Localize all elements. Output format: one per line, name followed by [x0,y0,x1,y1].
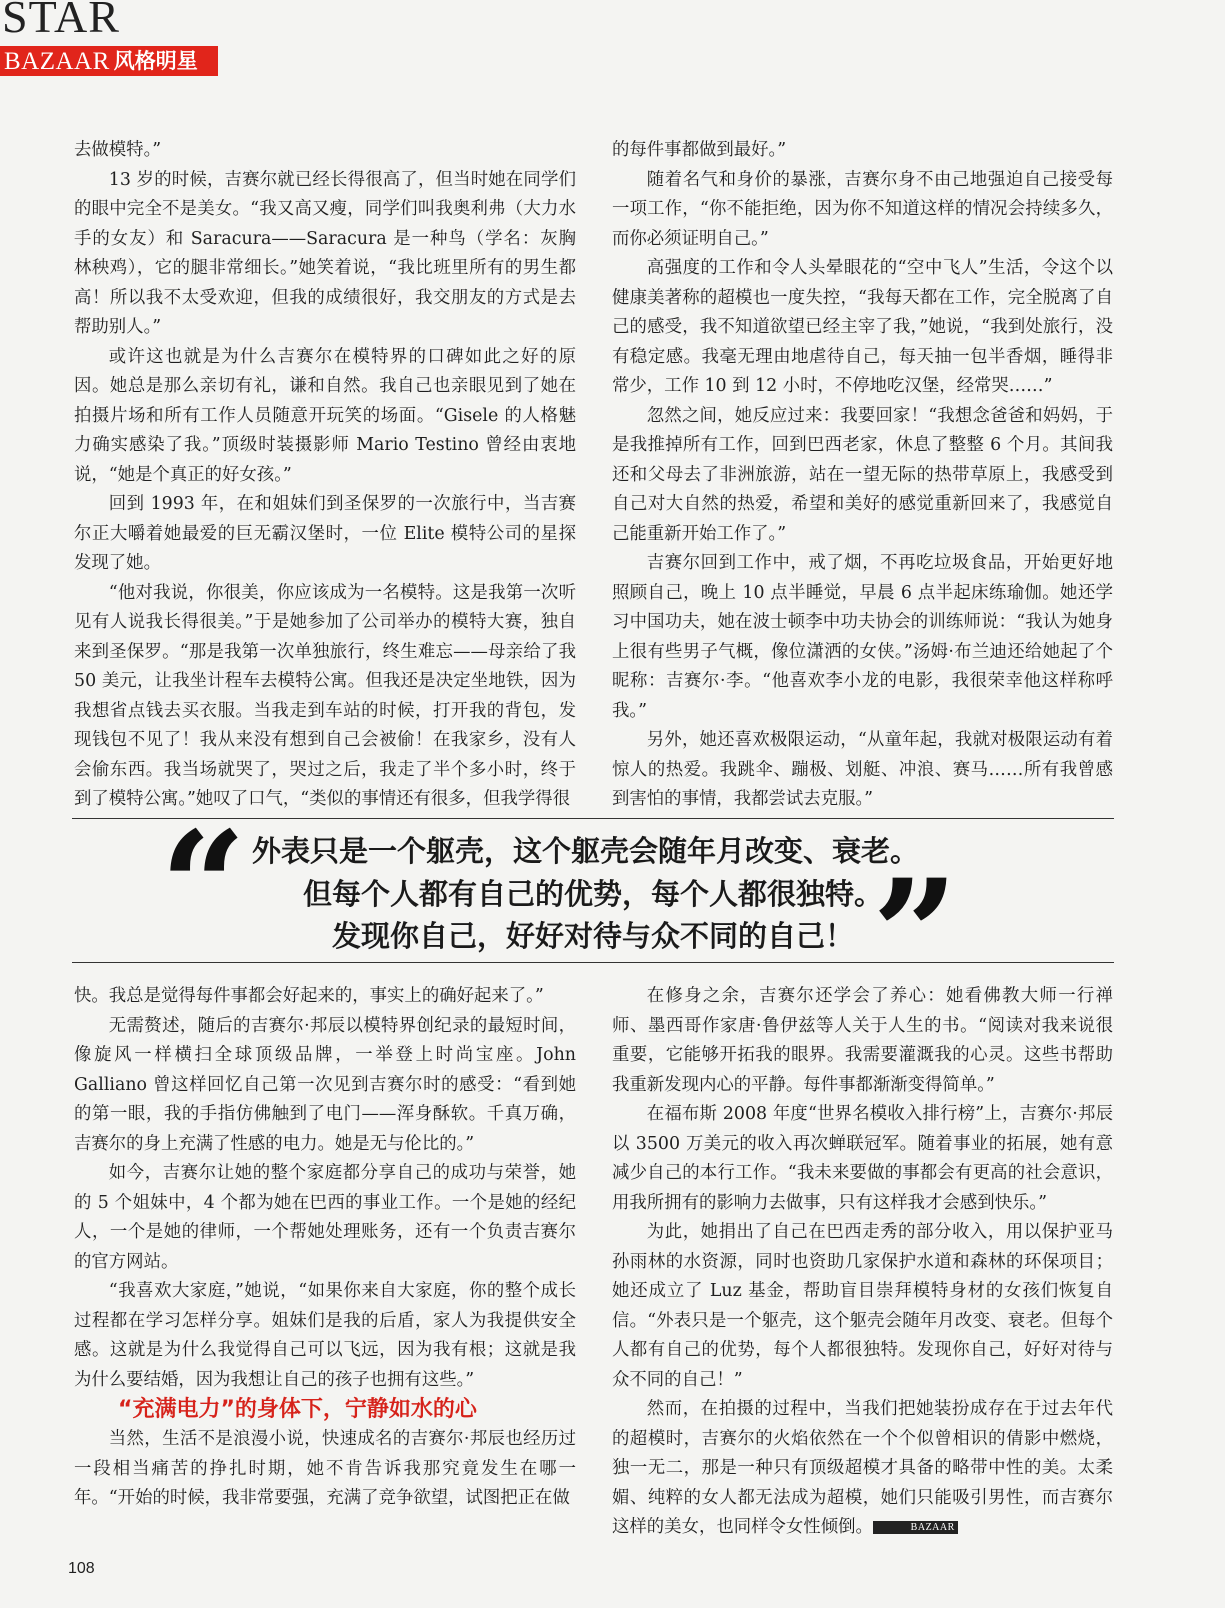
article-column-bottom-right [612,982,1113,1544]
paragraph: 的每件事都做到最好。” [612,140,787,160]
article-column-top-left [74,136,576,808]
article-column-top-right [612,136,1113,808]
section-subheading: “充满电力”的身体下，宁静如水的心 [118,1397,477,1422]
paragraph: 高强度的工作和令人头晕眼花的“空中飞人”生活，令这个以健康美著称的超模也一度失控，“我每天都在工作，完全脱离了自己的感受，我不知道欲望已经主宰了我，”她说，“我到处旅行，没有稳定感。我毫无理由地虐待自己，每天抽一包半香烟，睡得非常少，工作 10 到 12 小时，不停地吃汉堡，经常哭……” [612,258,1113,396]
paragraph: 快。我总是觉得每件事都会好起来的，事实上的确好起来了。” [74,986,544,1006]
close-quote-mark: ” [872,847,959,1023]
section-tag-bar [0,46,218,76]
paragraph: 如今，吉赛尔让她的整个家庭都分享自己的成功与荣誉，她的 5 个姐妹中，4 个都为她在巴西的事业工作。一个是她的经纪人，一个是她的律师，一个帮她处理账务，还有一个负责吉赛尔的官方网站。 [74,1163,576,1272]
paragraph: 为此，她捐出了自己在巴西走秀的部分收入，用以保护亚马孙雨林的水资源，同时也资助几家保护水道和森林的环保项目；她还成立了 Luz 基金，帮助盲目崇拜模特身材的女孩们恢复自信。“外表只是一个躯壳，这个躯壳会随年月改变、衰老。但每个人都有自己的优势，每个人都很独特。发现你自己，好好对待与众不同的自己！” [612,1222,1113,1390]
open-quote-mark: “ [160,799,247,975]
category-label: 风格明星 [113,48,198,73]
paragraph: 吉赛尔回到工作中，戒了烟，不再吃垃圾食品，开始更好地照顾自己，晚上 10 点半睡觉，早晨 6 点半起床练瑜伽。她还学习中国功夫，她在波士顿李中功夫协会的训练师说：“我认为她身上很有些男子气概，像位潇洒的女侠。”汤姆·布兰迪还给她起了个昵称：吉赛尔·李。“他喜欢李小龙的电影，我很荣幸他这样称呼我。” [612,553,1113,721]
paragraph: 当然，生活不是浪漫小说，快速成名的吉赛尔·邦辰也经历过一段相当痛苦的挣扎时期，她不肯告诉我那究竟发生在哪一年。“开始的时候，我非常要强，充满了竞争欲望，试图把正在做 [74,1429,576,1508]
paragraph: “他对我说，你很美，你应该成为一名模特。这是我第一次听见有人说我长得很美。”于是她参加了公司举办的模特大赛，独自来到圣保罗。“那是我第一次单独旅行，终生难忘——母亲给了我 50 美元，让我坐计程车去模特公寓。但我还是决定坐地铁，因为我想省点钱去买衣服。当我走到车站的时候，打开我的背包，发现钱包不见了！我从来没有想到自己会被偷！在我家乡，没有人会偷东西。我当场就哭了，哭过之后，我走了半个多小时，终于到了模特公寓。”她叹了口气，“类似的事情还有很多，但我学得很 [74,582,576,808]
pull-quote-line-3: 发现你自己，好好对待与众不同的自己！ [332,919,855,953]
bazaar-end-mark: BAZAAR [873,1521,958,1534]
paragraph: 或许这也就是为什么吉赛尔在模特界的口碑如此之好的原因。她总是那么亲切有礼，谦和自然。我自己也亲眼见到了她在拍摄片场和所有工作人员随意开玩笑的场面。“Gisele 的人格魅力确实感染了我。”顶级时装摄影师 Mario Testino 曾经由衷地说，“她是个真正的好女孩。” [74,346,576,485]
paragraph: 回到 1993 年，在和姐妹们到圣保罗的一次旅行中，当吉赛尔正大嚼着她最爱的巨无霸汉堡时，一位 Elite 模特公司的星探发现了她。 [74,494,576,573]
pull-quote-line-2: 但每个人都有自己的优势，每个人都很独特。 [303,877,884,911]
paragraph: 在福布斯 2008 年度“世界名模收入排行榜”上，吉赛尔·邦辰以 3500 万美元的收入再次蝉联冠军。随着事业的拓展，她有意减少自己的本行工作。“我未来要做的事都会有更高的社会意识，用我所拥有的影响力去做事，只有这样我才会感到快乐。” [612,1104,1113,1213]
paragraph: 忽然之间，她反应过来：我要回家！“我想念爸爸和妈妈，于是我推掉所有工作，回到巴西老家，休息了整整 6 个月。其间我还和父母去了非洲旅游，站在一望无际的热带草原上，我感受到自己对大自然的热爱，希望和美好的感觉重新回来了，我感觉自己能重新开始工作了。” [612,405,1113,544]
section-title: STAR [2,0,120,42]
brand-name: BAZAAR [4,47,110,75]
article-column-bottom-left [74,982,576,1544]
paragraph: “我喜欢大家庭，”她说，“如果你来自大家庭，你的整个成长过程都在学习怎样分享。姐妹们是我的后盾，家人为我提供安全感。这就是为什么我觉得自己可以飞远，因为我有根；这就是我为什么要结婚，因为我想让自己的孩子也拥有这些。” [74,1281,576,1390]
paragraph: 去做模特。” [74,140,162,160]
paragraph [612,1395,1113,1543]
paragraph: 在修身之余，吉赛尔还学会了养心：她看佛教大师一行禅师、墨西哥作家唐·鲁伊兹等人关于人生的书。“阅读对我来说很重要，它能够开拓我的眼界。我需要灌溉我的心灵。这些书帮助我重新发现内心的平静。每件事都渐渐变得简单。” [612,986,1113,1095]
paragraph: 随着名气和身价的暴涨，吉赛尔身不由己地强迫自己接受每一项工作，“你不能拒绝，因为你不知道这样的情况会持续多久，而你必须证明自己。” [612,169,1113,249]
pull-quote-bottom-rule [72,962,1114,963]
paragraph: 13 岁的时候，吉赛尔就已经长得很高了，但当时她在同学们的眼中完全不是美女。“我又高又瘦，同学们叫我奥利弗（大力水手的女友）和 Saracura——Saracura 是一种鸟（学名：灰胸林秧鸡），它的腿非常细长。”她笑着说，“我比班里所有的男生都高！所以我不太受欢迎，但我的成绩很好，我交朋友的方式是去帮助别人。” [74,169,576,337]
paragraph: 另外，她还喜欢极限运动，“从童年起，我就对极限运动有着惊人的热爱。我跳伞、蹦极、划艇、冲浪、赛马……所有我曾感到害怕的事情，我都尝试去克服。” [612,730,1113,808]
paragraph-text: 然而，在拍摄的过程中，当我们把她装扮成存在于过去年代的超模时，吉赛尔的火焰依然在一个个似曾相识的倩影中燃烧，独一无二，那是一种只有顶级超模才具备的略带中性的美。太柔媚、纯粹的女人都无法成为超模，她们只能吸引男性，而吉赛尔这样的美女，也同样令女性倾倒。 [612,1399,1113,1537]
page-number: 108 [68,1560,95,1577]
paragraph: 无需赘述，随后的吉赛尔·邦辰以模特界创纪录的最短时间，像旋风一样横扫全球顶级品牌，一举登上时尚宝座。John Galliano 曾这样回忆自己第一次见到吉赛尔时的感受：“看到她的第一眼，我的手指仿佛触到了电门——浑身酥软。千真万确，吉赛尔的身上充满了性感的电力。她是无与伦比的。” [74,1015,576,1154]
pull-quote-line-1: 外表只是一个躯壳，这个躯壳会随年月改变、衰老。 [252,834,920,868]
